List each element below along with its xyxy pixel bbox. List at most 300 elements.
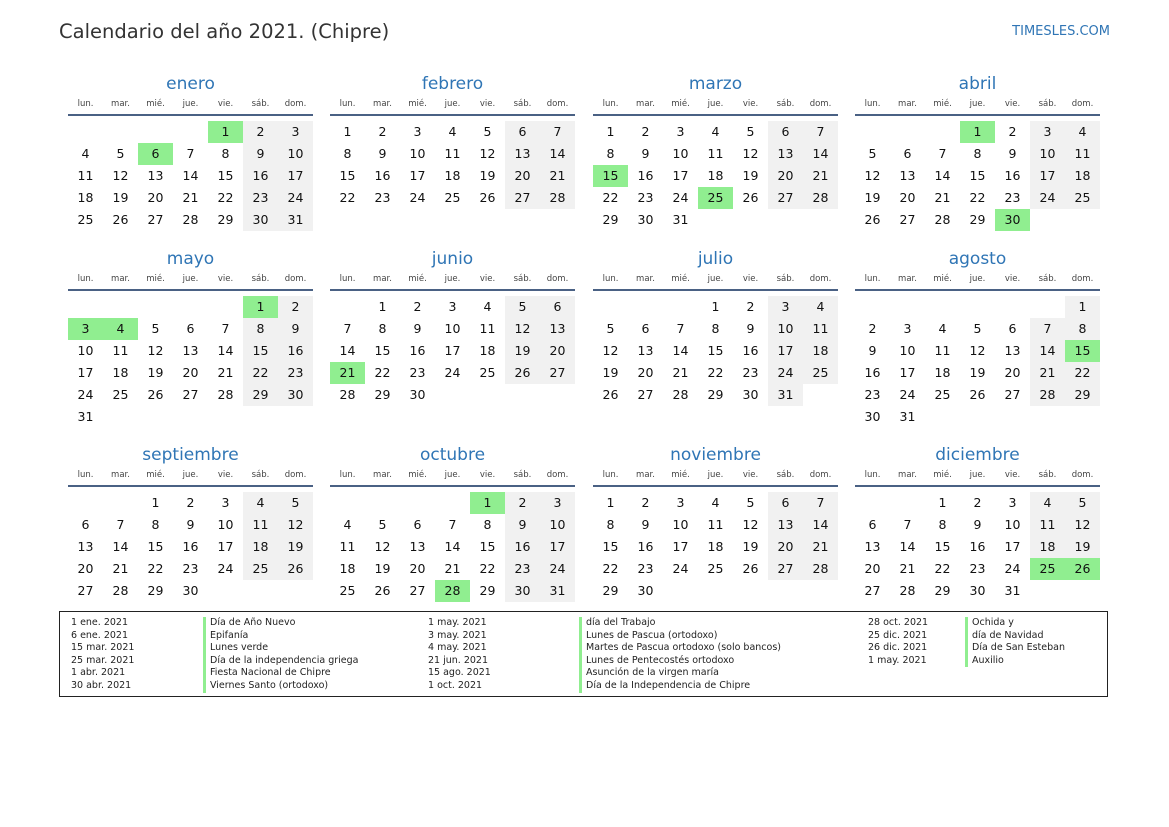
day-cell: 22: [243, 362, 278, 384]
holiday-date: 21 jun. 2021: [428, 654, 489, 666]
day-cell: 8: [483, 517, 492, 532]
day-cell: 27: [864, 583, 881, 598]
day-cell: 16: [742, 343, 759, 358]
month-divider: [593, 485, 838, 487]
day-cell: 2: [746, 299, 755, 314]
day-cell: 9: [641, 517, 650, 532]
holiday-date: 25 mar. 2021: [71, 654, 135, 666]
weekday-label: lun.: [602, 274, 619, 284]
weekday-label: mié.: [146, 99, 165, 109]
day-cell: 26: [479, 190, 496, 205]
day-cell: 22: [602, 561, 619, 576]
weekday-label: mié.: [671, 274, 690, 284]
day-cell: 29: [969, 212, 986, 227]
month-junio: [330, 249, 575, 424]
day-cell: 28: [182, 212, 199, 227]
holiday-day-cell: 26: [1065, 558, 1100, 580]
day-cell: 25: [77, 212, 94, 227]
day-cell: 5: [483, 124, 492, 139]
day-cell: 6: [81, 517, 90, 532]
day-cell: 22: [479, 561, 496, 576]
day-cell: 20: [768, 165, 803, 187]
month-name: marzo: [688, 74, 743, 94]
day-cell: 9: [505, 514, 540, 536]
weekday-label: lun.: [77, 99, 94, 109]
weekday-label: vie.: [1004, 99, 1021, 109]
day-cell: 13: [182, 343, 199, 358]
day-cell: 26: [278, 558, 313, 580]
day-cell: 26: [505, 362, 540, 384]
day-cell: 27: [77, 583, 94, 598]
day-cell: 28: [803, 187, 838, 209]
day-cell: 3: [221, 495, 230, 510]
day-cell: 26: [602, 387, 619, 402]
day-cell: 9: [641, 146, 650, 161]
holiday-list: [59, 611, 1108, 697]
day-cell: 7: [938, 146, 947, 161]
month-divider: [855, 289, 1100, 291]
day-cell: 10: [672, 517, 689, 532]
day-cell: 27: [540, 362, 575, 384]
weekday-label: vie.: [217, 470, 234, 480]
day-cell: 16: [637, 168, 654, 183]
month-divider: [330, 289, 575, 291]
day-cell: 27: [147, 212, 164, 227]
day-cell: 18: [803, 340, 838, 362]
holiday-name: Viernes Santo (ortodoxo): [203, 680, 358, 693]
day-cell: 19: [374, 561, 391, 576]
day-cell: 27: [637, 387, 654, 402]
day-cell: 30: [505, 580, 540, 602]
day-cell: 25: [934, 387, 951, 402]
day-cell: 14: [540, 143, 575, 165]
day-cell: 11: [1065, 143, 1100, 165]
day-cell: 2: [505, 492, 540, 514]
day-cell: 26: [147, 387, 164, 402]
day-cell: 17: [1004, 539, 1021, 554]
day-cell: 13: [147, 168, 164, 183]
day-cell: 2: [413, 299, 422, 314]
day-cell: 31: [899, 409, 916, 424]
day-cell: 16: [505, 536, 540, 558]
month-octubre: [330, 445, 575, 620]
day-cell: 22: [374, 365, 391, 380]
holiday-name: Día de la Independencia de Chipre: [579, 680, 781, 693]
day-cell: 12: [1065, 514, 1100, 536]
day-cell: 17: [444, 343, 461, 358]
day-cell: 29: [147, 583, 164, 598]
holiday-day-cell: 4: [103, 318, 138, 340]
weekday-label: jue.: [969, 470, 986, 480]
weekday-label: jue.: [707, 99, 724, 109]
weekday-label: mié.: [146, 274, 165, 284]
holiday-name: Fiesta Nacional de Chipre: [203, 667, 358, 680]
holiday-date: 1 may. 2021: [868, 654, 927, 666]
weekday-label: dom.: [546, 99, 569, 109]
holiday-name: Lunes de Pascua (ortodoxo): [579, 630, 781, 643]
day-cell: 7: [803, 492, 838, 514]
day-cell: 7: [186, 146, 195, 161]
day-cell: 6: [540, 296, 575, 318]
day-cell: 6: [903, 146, 912, 161]
day-cell: 22: [147, 561, 164, 576]
day-cell: 2: [868, 321, 877, 336]
month-divider: [330, 485, 575, 487]
month-name: enero: [166, 74, 215, 94]
day-cell: 28: [934, 212, 951, 227]
day-cell: 9: [746, 321, 755, 336]
day-cell: 19: [278, 536, 313, 558]
day-cell: 31: [1004, 583, 1021, 598]
day-cell: 8: [973, 146, 982, 161]
holiday-name: Martes de Pascua ortodoxo (solo bancos): [579, 642, 781, 655]
day-cell: 30: [243, 209, 278, 231]
month-abril: [855, 74, 1100, 249]
day-cell: 5: [746, 495, 755, 510]
day-cell: 2: [1008, 124, 1017, 139]
day-cell: 15: [243, 340, 278, 362]
day-cell: 2: [641, 495, 650, 510]
holiday-date: 30 abr. 2021: [71, 679, 132, 691]
day-cell: 10: [1004, 517, 1021, 532]
holiday-name: Lunes verde: [203, 642, 358, 655]
day-cell: 1: [378, 299, 387, 314]
holiday-dates-column: [428, 617, 491, 693]
weekday-label: mié.: [408, 274, 427, 284]
day-cell: 4: [343, 517, 352, 532]
weekday-label: jue.: [444, 274, 461, 284]
day-cell: 3: [903, 321, 912, 336]
month-mayo: [68, 249, 313, 424]
weekday-label: mar.: [111, 99, 130, 109]
day-cell: 15: [147, 539, 164, 554]
weekday-label: jue.: [182, 99, 199, 109]
day-cell: 21: [672, 365, 689, 380]
day-cell: 2: [973, 495, 982, 510]
day-cell: 10: [540, 514, 575, 536]
holiday-name: Auxilio: [965, 655, 1065, 668]
day-cell: 21: [899, 561, 916, 576]
month-divider: [855, 114, 1100, 116]
day-cell: 18: [77, 190, 94, 205]
day-cell: 31: [768, 384, 803, 406]
weekday-label: lun.: [77, 274, 94, 284]
weekday-label: mar.: [111, 470, 130, 480]
weekday-label: mar.: [373, 470, 392, 480]
day-cell: 21: [803, 165, 838, 187]
day-cell: 19: [602, 365, 619, 380]
day-cell: 25: [444, 190, 461, 205]
day-cell: 22: [707, 365, 724, 380]
day-cell: 5: [116, 146, 125, 161]
day-cell: 24: [77, 387, 94, 402]
day-cell: 17: [540, 536, 575, 558]
holiday-date: 4 may. 2021: [428, 642, 487, 654]
day-cell: 18: [112, 365, 129, 380]
day-cell: 20: [1004, 365, 1021, 380]
holiday-date: 15 mar. 2021: [71, 642, 135, 654]
day-cell: 16: [1004, 168, 1021, 183]
day-cell: 21: [540, 165, 575, 187]
day-cell: 12: [742, 517, 759, 532]
weekday-label: dom.: [284, 274, 307, 284]
day-cell: 2: [378, 124, 387, 139]
day-cell: 3: [278, 121, 313, 143]
day-cell: 18: [934, 365, 951, 380]
month-divider: [68, 485, 313, 487]
day-cell: 27: [768, 558, 803, 580]
day-cell: 9: [1008, 146, 1017, 161]
day-cell: 14: [182, 168, 199, 183]
day-cell: 17: [672, 539, 689, 554]
day-cell: 9: [243, 143, 278, 165]
day-cell: 20: [864, 561, 881, 576]
day-cell: 17: [768, 340, 803, 362]
day-cell: 23: [864, 387, 881, 402]
day-cell: 21: [182, 190, 199, 205]
day-cell: 14: [444, 539, 461, 554]
day-cell: 13: [637, 343, 654, 358]
day-cell: 28: [672, 387, 689, 402]
weekday-header: [593, 99, 838, 113]
day-cell: 20: [182, 365, 199, 380]
day-cell: 19: [1065, 536, 1100, 558]
day-cell: 4: [483, 299, 492, 314]
day-cell: 5: [973, 321, 982, 336]
weekday-label: lun.: [864, 99, 881, 109]
day-cell: 29: [934, 583, 951, 598]
day-cell: 17: [672, 168, 689, 183]
day-cell: 17: [278, 165, 313, 187]
day-cell: 25: [1065, 187, 1100, 209]
holiday-dates-column: [71, 617, 134, 693]
weekday-label: mar.: [373, 99, 392, 109]
day-cell: 13: [899, 168, 916, 183]
day-cell: 16: [969, 539, 986, 554]
day-cell: 20: [637, 365, 654, 380]
day-cell: 28: [899, 583, 916, 598]
day-cell: 3: [676, 124, 685, 139]
day-cell: 28: [217, 387, 234, 402]
day-cell: 1: [606, 124, 615, 139]
month-diciembre: [855, 445, 1100, 620]
site-link[interactable]: TIMESLES.COM: [1012, 24, 1110, 39]
weekday-label: mar.: [111, 274, 130, 284]
day-cell: 4: [711, 124, 720, 139]
day-cell: 17: [217, 539, 234, 554]
weekday-label: jue.: [707, 470, 724, 480]
holiday-day-cell: 3: [68, 318, 103, 340]
weekday-header: [593, 470, 838, 484]
holiday-name: Día de San Esteban: [965, 642, 1065, 655]
month-name: julio: [697, 249, 734, 269]
day-cell: 11: [479, 321, 496, 336]
day-cell: 27: [768, 187, 803, 209]
holiday-name: Ochida y: [965, 617, 1065, 630]
day-cell: 28: [540, 187, 575, 209]
day-cell: 12: [742, 146, 759, 161]
day-cell: 10: [1030, 143, 1065, 165]
day-cell: 20: [147, 190, 164, 205]
day-cell: 24: [899, 387, 916, 402]
weekday-label: dom.: [1071, 470, 1094, 480]
day-cell: 16: [864, 365, 881, 380]
day-cell: 19: [864, 190, 881, 205]
day-cell: 17: [77, 365, 94, 380]
day-cell: 4: [1065, 121, 1100, 143]
day-cell: 22: [339, 190, 356, 205]
day-cell: 1: [343, 124, 352, 139]
day-cell: 30: [637, 212, 654, 227]
day-cell: 23: [637, 190, 654, 205]
day-cell: 22: [1065, 362, 1100, 384]
holiday-day-cell: 25: [698, 187, 733, 209]
day-cell: 1: [151, 495, 160, 510]
weekday-label: dom.: [284, 470, 307, 480]
weekday-label: mar.: [898, 99, 917, 109]
month-marzo: [593, 74, 838, 249]
weekday-label: sáb.: [513, 274, 532, 284]
day-cell: 20: [768, 536, 803, 558]
day-cell: 9: [278, 318, 313, 340]
day-cell: 6: [641, 321, 650, 336]
day-cell: 19: [969, 365, 986, 380]
weekday-label: sáb.: [1038, 99, 1057, 109]
holiday-date: 1 may. 2021: [428, 617, 487, 628]
day-cell: 2: [186, 495, 195, 510]
day-cell: 18: [479, 343, 496, 358]
day-cell: 15: [339, 168, 356, 183]
holiday-day-cell: 21: [330, 362, 365, 384]
month-septiembre: [68, 445, 313, 620]
weekday-label: vie.: [479, 274, 496, 284]
day-cell: 16: [182, 539, 199, 554]
month-divider: [330, 114, 575, 116]
day-cell: 25: [339, 583, 356, 598]
holiday-date: 15 ago. 2021: [428, 667, 491, 679]
day-cell: 5: [868, 146, 877, 161]
day-cell: 3: [413, 124, 422, 139]
day-cell: 18: [1030, 536, 1065, 558]
day-cell: 13: [540, 318, 575, 340]
day-cell: 30: [278, 384, 313, 406]
day-cell: 15: [374, 343, 391, 358]
day-cell: 20: [505, 165, 540, 187]
weekday-label: lun.: [77, 470, 94, 480]
month-name: junio: [431, 249, 474, 269]
month-divider: [855, 485, 1100, 487]
day-cell: 14: [934, 168, 951, 183]
weekday-label: jue.: [969, 274, 986, 284]
day-cell: 4: [448, 124, 457, 139]
day-cell: 24: [278, 187, 313, 209]
day-cell: 23: [637, 561, 654, 576]
day-cell: 10: [444, 321, 461, 336]
holiday-date: 28 oct. 2021: [868, 617, 929, 628]
day-cell: 4: [1030, 492, 1065, 514]
holiday-date: 6 ene. 2021: [71, 629, 128, 641]
day-cell: 8: [606, 517, 615, 532]
weekday-label: sáb.: [776, 99, 795, 109]
weekday-label: vie.: [742, 99, 759, 109]
day-cell: 29: [374, 387, 391, 402]
holiday-name: día del Trabajo: [579, 617, 781, 630]
day-cell: 18: [339, 561, 356, 576]
day-cell: 5: [278, 492, 313, 514]
day-cell: 7: [803, 121, 838, 143]
weekday-label: lun.: [339, 470, 356, 480]
day-cell: 30: [864, 409, 881, 424]
day-cell: 29: [479, 583, 496, 598]
day-cell: 18: [444, 168, 461, 183]
day-cell: 4: [711, 495, 720, 510]
day-cell: 23: [1004, 190, 1021, 205]
day-cell: 25: [112, 387, 129, 402]
day-cell: 7: [116, 517, 125, 532]
day-cell: 20: [77, 561, 94, 576]
day-cell: 24: [1030, 187, 1065, 209]
weekday-label: sáb.: [251, 274, 270, 284]
weekday-header: [593, 274, 838, 288]
weekday-label: jue.: [182, 470, 199, 480]
day-cell: 16: [278, 340, 313, 362]
day-cell: 21: [112, 561, 129, 576]
day-cell: 21: [934, 190, 951, 205]
weekday-label: mar.: [898, 274, 917, 284]
weekday-label: sáb.: [776, 274, 795, 284]
day-cell: 7: [1030, 318, 1065, 340]
holiday-name: Asunción de la virgen maría: [579, 667, 781, 680]
day-cell: 22: [602, 190, 619, 205]
weekday-label: vie.: [742, 470, 759, 480]
day-cell: 18: [1065, 165, 1100, 187]
day-cell: 25: [243, 558, 278, 580]
day-cell: 5: [1065, 492, 1100, 514]
day-cell: 24: [672, 190, 689, 205]
holiday-day-cell: 28: [435, 580, 470, 602]
holiday-day-cell: 1: [470, 492, 505, 514]
day-cell: 12: [602, 343, 619, 358]
weekday-label: lun.: [602, 99, 619, 109]
day-cell: 16: [374, 168, 391, 183]
day-cell: 12: [374, 539, 391, 554]
day-cell: 23: [243, 187, 278, 209]
day-cell: 31: [278, 209, 313, 231]
day-cell: 21: [803, 536, 838, 558]
day-cell: 15: [707, 343, 724, 358]
day-cell: 19: [505, 340, 540, 362]
month-enero: [68, 74, 313, 249]
day-cell: 28: [803, 558, 838, 580]
day-cell: 21: [444, 561, 461, 576]
month-divider: [593, 289, 838, 291]
holiday-names-column: [579, 617, 781, 693]
holiday-date: 3 may. 2021: [428, 629, 487, 641]
day-cell: 24: [768, 362, 803, 384]
weekday-header: [855, 99, 1100, 113]
day-cell: 6: [868, 517, 877, 532]
day-cell: 12: [147, 343, 164, 358]
day-cell: 17: [899, 365, 916, 380]
holiday-day-cell: 6: [138, 143, 173, 165]
weekday-label: mié.: [933, 99, 952, 109]
day-cell: 15: [217, 168, 234, 183]
day-cell: 27: [409, 583, 426, 598]
day-cell: 13: [77, 539, 94, 554]
day-cell: 1: [711, 299, 720, 314]
day-cell: 11: [112, 343, 129, 358]
day-cell: 14: [1030, 340, 1065, 362]
